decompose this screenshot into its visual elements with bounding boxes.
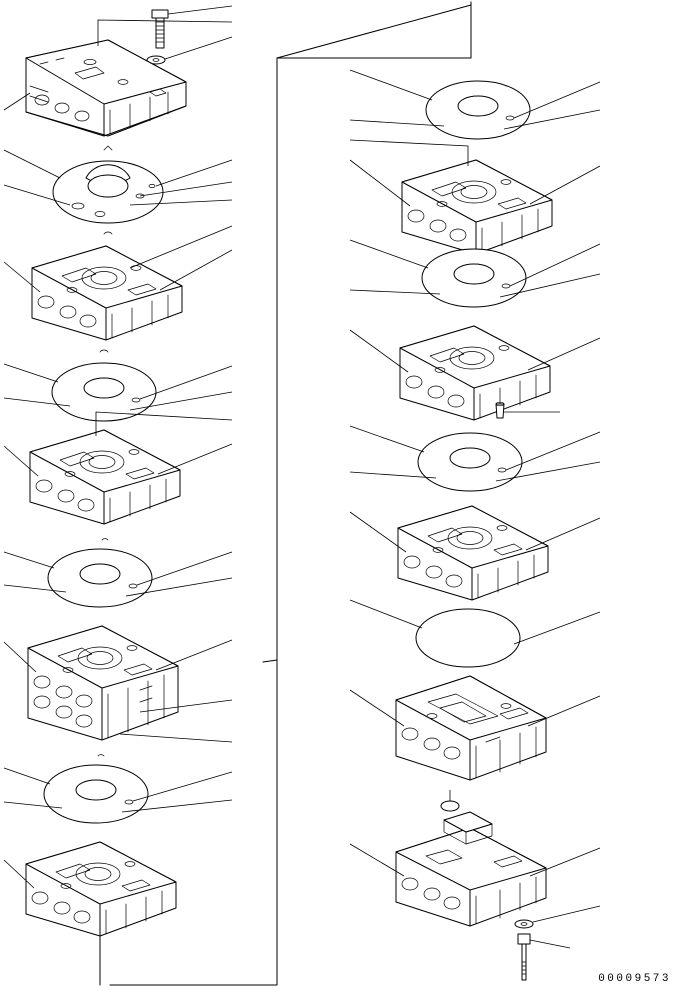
part-gasket-plate-r2 bbox=[350, 240, 600, 307]
part-valve-block-r1 bbox=[350, 140, 600, 254]
part-o-ring-r bbox=[441, 790, 459, 811]
part-valve-block-l1 bbox=[4, 20, 232, 136]
part-valve-block-r3 bbox=[350, 506, 600, 600]
part-valve-block-l5 bbox=[4, 842, 176, 985]
part-valve-block-l3 bbox=[4, 412, 232, 524]
part-gasket-plate-r4 bbox=[350, 600, 600, 667]
part-valve-block-r4 bbox=[350, 676, 600, 780]
drawing-number: 00009573 bbox=[598, 973, 671, 985]
part-end-block-r5 bbox=[350, 812, 600, 926]
part-gasket-plate-l3 bbox=[4, 539, 232, 607]
part-gasket-plate-l2 bbox=[4, 350, 232, 421]
part-washer-r bbox=[515, 906, 600, 928]
part-valve-block-l4 bbox=[4, 626, 232, 742]
part-valve-block-l2 bbox=[4, 226, 232, 340]
part-valve-block-r2 bbox=[350, 326, 600, 420]
part-gasket-plate-r3 bbox=[350, 426, 600, 491]
part-gasket-plate-l1 bbox=[4, 146, 232, 223]
part-gasket-plate-l4 bbox=[4, 755, 232, 823]
part-bolt-top bbox=[152, 6, 232, 48]
part-long-stud-bolt-r bbox=[518, 934, 570, 980]
part-gasket-plate-r1 bbox=[350, 70, 600, 139]
